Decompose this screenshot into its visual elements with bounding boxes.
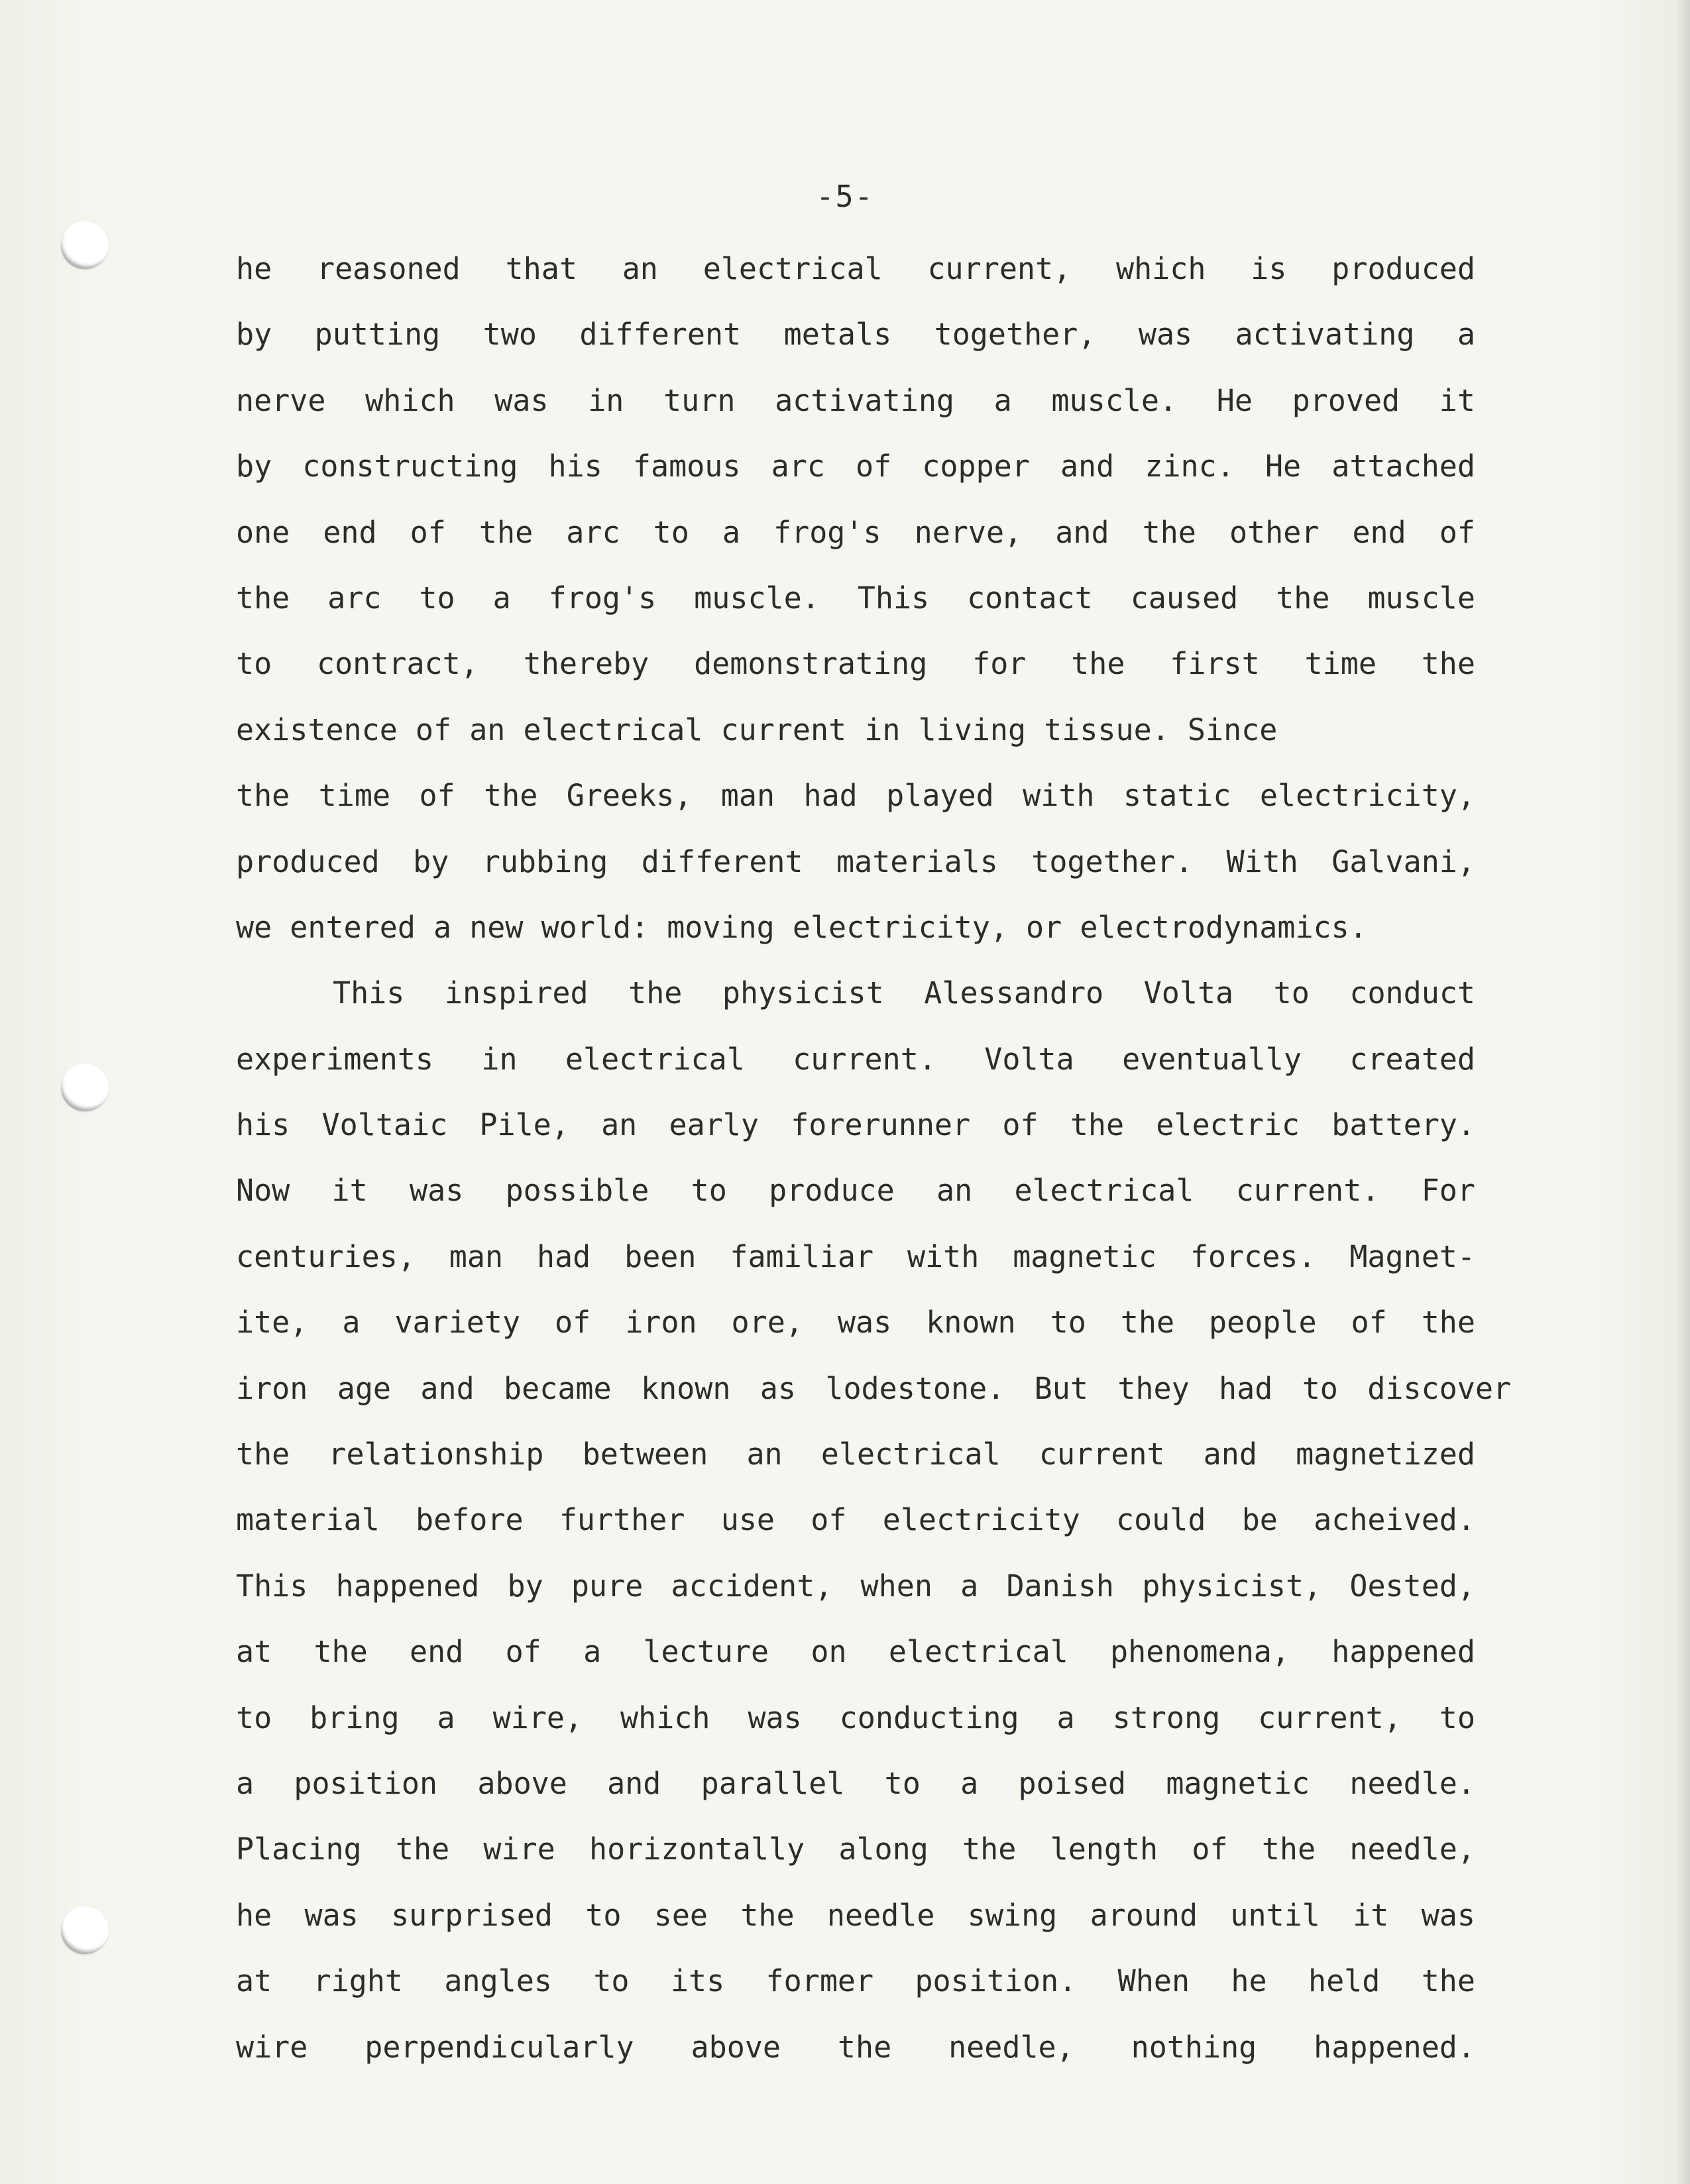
text-line: produced by rubbing different materials together. With Galvani, bbox=[236, 844, 1475, 879]
text-line: his Voltaic Pile, an early forerunner of the electric battery. bbox=[236, 1107, 1475, 1143]
text-line: by putting two different metals together, was activating a bbox=[236, 317, 1475, 353]
text-line: Now it was possible to produce an electrical current. For bbox=[236, 1173, 1475, 1209]
text-line: he reasoned that an electrical current, which is produced bbox=[236, 251, 1475, 286]
text-line: iron age and became known as lodestone. But they had to discover bbox=[236, 1370, 1511, 1406]
text-line: a position above and parallel to a poised magnetic needle. bbox=[236, 1765, 1475, 1801]
text-line: centuries, man had been familiar with magnetic forces. Magnet- bbox=[236, 1238, 1475, 1274]
punch-hole-middle bbox=[61, 1064, 109, 1111]
text-line: one end of the arc to a frog's nerve, and the other end of bbox=[236, 514, 1475, 550]
text-line: material before further use of electricity could be acheived. bbox=[236, 1502, 1475, 1538]
text-line: the arc to a frog's muscle. This contact caused the muscle bbox=[236, 580, 1475, 616]
text-line: experiments in electrical current. Volta eventually created bbox=[236, 1041, 1475, 1077]
punch-hole-top bbox=[61, 221, 109, 269]
text-line: at the end of a lecture on electrical phenomena, happened bbox=[236, 1634, 1475, 1670]
text-line: wire perpendicularly above the needle, nothing happened. bbox=[236, 2029, 1475, 2065]
text-line: at right angles to its former position. When he held the bbox=[236, 1963, 1475, 1999]
page-number: -5- bbox=[816, 179, 874, 214]
text-line: existence of an electrical current in living tissue. Since bbox=[236, 712, 1278, 747]
text-line: nerve which was in turn activating a muscle. He proved it bbox=[236, 382, 1475, 418]
text-line: Placing the wire horizontally along the length of the needle, bbox=[236, 1831, 1475, 1867]
text-line: to bring a wire, which was conducting a strong current, to bbox=[236, 1700, 1475, 1735]
text-line: This inspired the physicist Alessandro Volta to conduct bbox=[333, 975, 1475, 1011]
text-line: we entered a new world: moving electricity, or electrodynamics. bbox=[236, 909, 1367, 945]
text-line: to contract, thereby demonstrating for the first time the bbox=[236, 646, 1475, 682]
text-line: he was surprised to see the needle swing around until it was bbox=[236, 1897, 1475, 1933]
body-text bbox=[236, 245, 1511, 2089]
text-line: the relationship between an electrical current and magnetized bbox=[236, 1437, 1475, 1472]
punch-hole-bottom bbox=[61, 1906, 109, 1954]
page-edge-shadow bbox=[1675, 0, 1690, 2184]
text-line: ite, a variety of iron ore, was known to the people of the bbox=[236, 1305, 1475, 1340]
text-line: by constructing his famous arc of copper and zinc. He attached bbox=[236, 449, 1475, 484]
text-line: the time of the Greeks, man had played with static electricity, bbox=[236, 778, 1475, 814]
text-line: This happened by pure accident, when a Danish physicist, Oested, bbox=[236, 1568, 1475, 1604]
